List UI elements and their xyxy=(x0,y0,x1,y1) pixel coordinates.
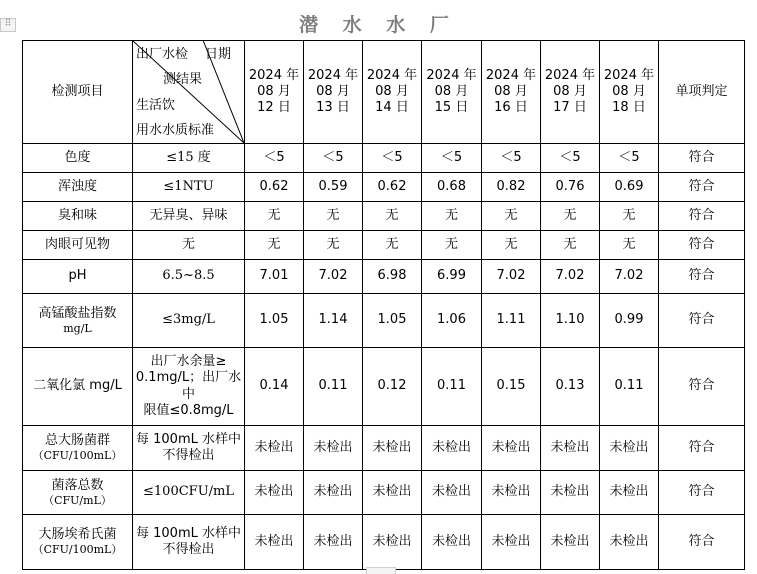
standard-line: ≤100CFU/mL xyxy=(143,484,234,500)
standard-cell xyxy=(133,426,245,471)
judgement-cell: 符合 xyxy=(659,260,745,294)
judgement-cell: 符合 xyxy=(659,348,745,426)
result-cell: 未检出 xyxy=(422,515,482,570)
result-cell: 无 xyxy=(363,202,422,231)
item-name-line: 肉眼可见物 xyxy=(44,236,110,252)
item-name-line: （CFU/100mL） xyxy=(32,449,123,463)
judgement-cell: 符合 xyxy=(659,426,745,471)
item-name-line: pH xyxy=(68,268,87,284)
result-cell: 未检出 xyxy=(245,471,304,515)
result-cell: 未检出 xyxy=(363,426,422,471)
judgement-header: 单项判定 xyxy=(659,41,745,144)
result-cell: 未检出 xyxy=(245,515,304,570)
result-cell: ＜5 xyxy=(482,144,541,173)
result-cell: 7.02 xyxy=(304,260,363,294)
result-cell: 无 xyxy=(541,231,600,260)
result-cell: 0.76 xyxy=(541,173,600,202)
standard-cell xyxy=(133,294,245,348)
result-cell: 6.98 xyxy=(363,260,422,294)
result-cell: 1.05 xyxy=(363,294,422,348)
judgement-cell: 符合 xyxy=(659,144,745,173)
result-cell: 0.13 xyxy=(541,348,600,426)
item-name-cell xyxy=(23,260,133,294)
result-cell: ＜5 xyxy=(422,144,482,173)
item-name-cell xyxy=(23,231,133,260)
result-cell: 1.10 xyxy=(541,294,600,348)
item-name-line: 大肠埃希氏菌 xyxy=(38,527,117,542)
result-cell: ＜5 xyxy=(304,144,363,173)
item-name-cell xyxy=(23,202,133,231)
result-cell: 7.01 xyxy=(245,260,304,294)
item-name-cell xyxy=(23,144,133,173)
result-cell: 无 xyxy=(304,231,363,260)
standard-line: ≤15 度 xyxy=(166,149,211,165)
result-cell: 未检出 xyxy=(600,426,659,471)
date-header-1: 2024 年 08 月 12 日 xyxy=(245,41,304,144)
result-cell: 0.62 xyxy=(363,173,422,202)
result-cell: 未检出 xyxy=(482,515,541,570)
result-cell: ＜5 xyxy=(541,144,600,173)
result-cell: ＜5 xyxy=(600,144,659,173)
result-cell: ＜5 xyxy=(363,144,422,173)
result-cell: 0.69 xyxy=(600,173,659,202)
table-row xyxy=(23,294,745,348)
diag-label-middle: 测结果 xyxy=(163,72,203,87)
result-cell: 1.06 xyxy=(422,294,482,348)
result-cell: 0.12 xyxy=(363,348,422,426)
result-cell: 无 xyxy=(422,202,482,231)
result-cell: 未检出 xyxy=(304,426,363,471)
result-cell: 7.02 xyxy=(541,260,600,294)
date-header-3: 2024 年 08 月 14 日 xyxy=(363,41,422,144)
judgement-cell: 符合 xyxy=(659,202,745,231)
standard-line: 6.5~8.5 xyxy=(162,268,215,284)
date-header-2: 2024 年 08 月 13 日 xyxy=(304,41,363,144)
item-name-line: 二氧化氯 mg/L xyxy=(33,378,122,394)
result-cell: 无 xyxy=(245,202,304,231)
table-row xyxy=(23,231,745,260)
judgement-cell: 符合 xyxy=(659,515,745,570)
standard-line: 每 100mL 水样中 xyxy=(136,525,241,541)
item-name-line: 菌落总数 xyxy=(51,477,104,493)
table-row xyxy=(23,260,745,294)
standard-cell xyxy=(133,173,245,202)
result-cell: 无 xyxy=(482,231,541,260)
result-cell: 0.68 xyxy=(422,173,482,202)
result-cell: 6.99 xyxy=(422,260,482,294)
table-row xyxy=(23,144,745,173)
result-cell: 未检出 xyxy=(422,471,482,515)
result-cell: 0.15 xyxy=(482,348,541,426)
result-cell: 1.11 xyxy=(482,294,541,348)
result-cell: 1.14 xyxy=(304,294,363,348)
standard-line: 限值≤0.8mg/L xyxy=(143,402,234,418)
result-cell: 无 xyxy=(600,231,659,260)
result-cell: 未检出 xyxy=(363,515,422,570)
result-cell: 未检出 xyxy=(541,471,600,515)
result-cell: 0.99 xyxy=(600,294,659,348)
result-cell: 1.05 xyxy=(245,294,304,348)
date-header-4: 2024 年 08 月 15 日 xyxy=(422,41,482,144)
result-cell: 无 xyxy=(600,202,659,231)
table-row xyxy=(23,173,745,202)
judgement-cell: 符合 xyxy=(659,173,745,202)
result-cell: 未检出 xyxy=(600,515,659,570)
item-name-line: （CFU/100mL） xyxy=(32,543,123,557)
judgement-cell: 符合 xyxy=(659,294,745,348)
result-cell: 无 xyxy=(363,231,422,260)
item-header: 检测项目 xyxy=(23,41,133,144)
result-cell: 未检出 xyxy=(541,515,600,570)
standard-line: 无 xyxy=(181,236,195,252)
result-cell: 未检出 xyxy=(541,426,600,471)
table-row xyxy=(23,426,745,471)
standard-cell xyxy=(133,231,245,260)
item-name-cell xyxy=(23,173,133,202)
result-cell: 0.11 xyxy=(600,348,659,426)
table-row xyxy=(23,348,745,426)
diag-label-bottom-b: 用水水质标准 xyxy=(136,123,215,138)
result-cell: 无 xyxy=(482,202,541,231)
standard-cell xyxy=(133,471,245,515)
standard-cell xyxy=(133,144,245,173)
item-name-line: 浑浊度 xyxy=(57,178,97,194)
result-cell: 未检出 xyxy=(600,471,659,515)
result-cell: 未检出 xyxy=(304,515,363,570)
standard-line: 每 100mL 水样中 xyxy=(136,431,241,447)
result-cell: ＜5 xyxy=(245,144,304,173)
result-cell: 无 xyxy=(245,231,304,260)
standard-line: ≤3mg/L xyxy=(162,312,215,328)
page-title: 潜 水 水 厂 xyxy=(299,14,458,36)
result-cell: 无 xyxy=(304,202,363,231)
result-cell: 0.59 xyxy=(304,173,363,202)
item-name-line: （CFU/mL） xyxy=(43,493,112,507)
standard-line: 无异臭、异味 xyxy=(149,207,228,223)
standard-line: 不得检出 xyxy=(162,448,215,463)
table-row xyxy=(23,515,745,570)
judgement-cell: 符合 xyxy=(659,471,745,515)
result-cell: 无 xyxy=(422,231,482,260)
item-name-line: 色度 xyxy=(64,149,91,165)
table-move-handle-icon[interactable]: ⠿ xyxy=(0,18,16,32)
item-name-line: 总大肠菌群 xyxy=(44,433,110,448)
item-name-line: 高锰酸盐指数 xyxy=(38,305,117,321)
result-cell: 无 xyxy=(541,202,600,231)
item-name-cell xyxy=(23,294,133,348)
diag-label-bottom-a: 生活饮 xyxy=(136,98,176,113)
standard-line: 不得检出 xyxy=(162,542,215,557)
item-name-cell xyxy=(23,426,133,471)
result-cell: 0.14 xyxy=(245,348,304,426)
result-cell: 0.82 xyxy=(482,173,541,202)
diag-label-top-a: 出厂水检 xyxy=(136,47,189,62)
table-row xyxy=(23,202,745,231)
date-header-5: 2024 年 08 月 16 日 xyxy=(482,41,541,144)
date-header-7: 2024 年 08 月 18 日 xyxy=(600,41,659,144)
water-quality-table xyxy=(22,40,745,570)
result-cell: 0.11 xyxy=(304,348,363,426)
result-cell: 未检出 xyxy=(482,471,541,515)
result-cell: 未检出 xyxy=(245,426,304,471)
standard-cell xyxy=(133,260,245,294)
standard-line: ≤1NTU xyxy=(163,178,214,194)
result-cell: 7.02 xyxy=(482,260,541,294)
standard-line: 出厂水余量≥ xyxy=(150,354,227,369)
result-cell: 0.62 xyxy=(245,173,304,202)
diagonal-header-cell xyxy=(133,41,245,144)
result-cell: 未检出 xyxy=(304,471,363,515)
item-name-line: mg/L xyxy=(63,321,92,335)
result-cell: 7.02 xyxy=(600,260,659,294)
item-name-cell xyxy=(23,348,133,426)
standard-cell xyxy=(133,515,245,570)
result-cell: 未检出 xyxy=(482,426,541,471)
standard-cell xyxy=(133,348,245,426)
item-name-cell xyxy=(23,515,133,570)
diag-label-top-b: 日期 xyxy=(205,47,232,62)
date-header-6: 2024 年 08 月 17 日 xyxy=(541,41,600,144)
item-name-cell xyxy=(23,471,133,515)
item-name-line: 臭和味 xyxy=(57,207,97,223)
header-row xyxy=(23,41,745,144)
standard-cell xyxy=(133,202,245,231)
standard-line: 0.1mg/L；出厂水中 xyxy=(135,370,242,402)
table-row xyxy=(23,471,745,515)
result-cell: 未检出 xyxy=(422,426,482,471)
result-cell: 0.11 xyxy=(422,348,482,426)
result-cell: 未检出 xyxy=(363,471,422,515)
judgement-cell: 符合 xyxy=(659,231,745,260)
